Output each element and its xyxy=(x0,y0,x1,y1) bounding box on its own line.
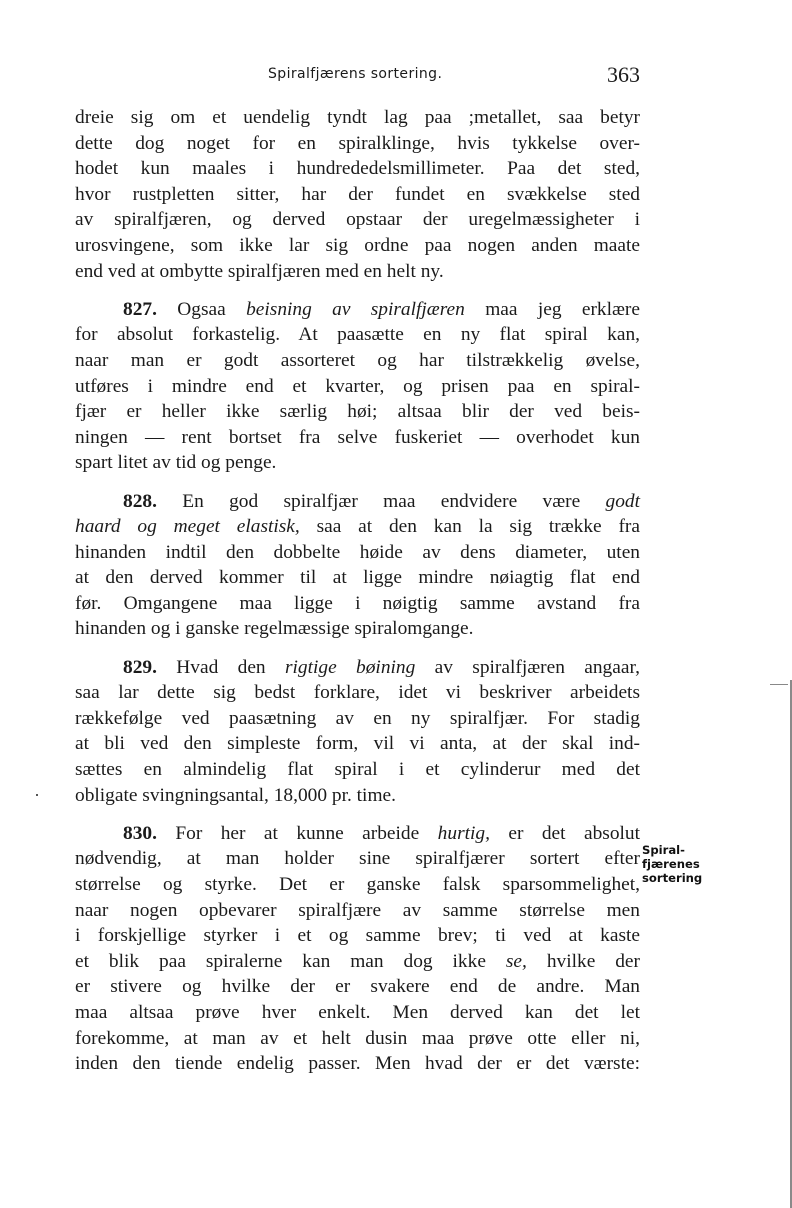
emphasis: hurtig, xyxy=(437,822,490,844)
text-run: at den derved kommer til at ligge mindre nøiagtig flat end xyxy=(75,567,640,589)
text-line xyxy=(75,489,640,515)
text-run: En god spiralfjær maa endvidere være xyxy=(156,490,606,512)
text-run: saa at den kan la sig trække fra xyxy=(299,516,640,538)
text-line xyxy=(75,949,640,975)
text-run: ningen — rent bortset fra selve fuskeriet — overhodet kun xyxy=(75,426,640,448)
text-run: før. Omgangene maa ligge i nøigtig samme avstand fra xyxy=(75,592,640,614)
emphasis: beisning av spiralfjæren xyxy=(246,298,465,320)
text-line xyxy=(75,680,640,706)
text-run: spart litet av tid og penge. xyxy=(75,452,277,474)
text-run: sættes en almindelig flat spiral i et cylinderur med det xyxy=(75,759,640,781)
text-run: fjær er heller ikke særlig høi; altsaa blir der ved beis- xyxy=(75,401,640,423)
text-run: maa jeg erklære xyxy=(464,298,640,320)
text-line xyxy=(75,821,640,847)
section-number: 827. xyxy=(123,298,157,320)
emphasis: rigtige bøining xyxy=(284,656,416,678)
text-line xyxy=(75,233,640,259)
text-run: obligate svingningsantal, 18,000 pr. time. xyxy=(75,784,396,806)
text-run: hvor rustpletten sitter, har der fundet en svækkelse sted xyxy=(75,183,640,205)
text-run: er det absolut xyxy=(489,822,641,844)
text-run: nødvendig, at man holder sine spiralfjærer sortert efter xyxy=(75,848,640,870)
text-line xyxy=(75,374,640,400)
text-line xyxy=(75,297,640,323)
text-run: et blik paa spiralerne kan man dog ikke xyxy=(75,950,506,972)
text-line xyxy=(75,514,640,540)
text-line xyxy=(75,846,640,872)
paragraph xyxy=(75,821,640,1077)
text-line xyxy=(75,706,640,732)
scan-mark xyxy=(770,684,788,685)
running-header xyxy=(0,62,792,92)
text-run: inden den tiende endelig passer. Men hvad der er det værste: xyxy=(75,1053,640,1075)
text-line xyxy=(75,591,640,617)
text-line xyxy=(75,565,640,591)
text-run: størrelse og styrke. Det er ganske falsk sparsommelighet, xyxy=(75,874,640,895)
text-line xyxy=(75,1026,640,1052)
text-line xyxy=(75,1000,640,1026)
text-line xyxy=(75,540,640,566)
text-run: av spiralfjæren angaar, xyxy=(415,656,640,678)
text-run: dreie sig om et uendelig tyndt lag paa ;metallet, saa betyr xyxy=(75,107,640,128)
text-line xyxy=(75,655,640,681)
text-run: hinanden indtil den dobbelte høide av dens diameter, uten xyxy=(75,541,640,563)
section-number: 829. xyxy=(123,656,157,678)
text-run: utføres i mindre end et kvarter, og prisen paa en spiral- xyxy=(75,375,640,397)
text-run: rækkefølge ved paasætning av en ny spiralfjær. For stadig xyxy=(75,707,640,729)
text-run: naar nogen opbevarer spiralfjære av samme størrelse men xyxy=(75,899,640,921)
text-run: av spiralfjæren, og derved opstaar der uregelmæssigheter i xyxy=(75,209,640,231)
paragraph-gap xyxy=(75,808,640,821)
paragraph-gap xyxy=(75,284,640,297)
text-run: hinanden og i ganske regelmæssige spiralomgange. xyxy=(75,618,474,640)
text-line xyxy=(75,450,640,476)
text-run: for absolut forkastelig. At paasætte en ny flat spiral kan, xyxy=(75,324,640,346)
text-run: Hvad den xyxy=(156,656,285,678)
paragraph-gap xyxy=(75,642,640,655)
text-run: naar man er godt assorteret og har tilstrækkelig øvelse, xyxy=(75,349,640,371)
paragraph xyxy=(75,489,640,643)
paragraph xyxy=(75,297,640,476)
text-run: Ogsaa xyxy=(156,298,247,320)
text-line xyxy=(75,731,640,757)
text-run: end ved at ombytte spiralfjæren med en helt ny. xyxy=(75,260,444,282)
text-line xyxy=(75,105,640,131)
text-run: er stivere og hvilke der er svakere end de andre. Man xyxy=(75,976,640,998)
text-line xyxy=(75,783,640,809)
text-line xyxy=(75,131,640,157)
text-line xyxy=(75,616,640,642)
scan-mark xyxy=(36,794,38,796)
text-line xyxy=(75,923,640,949)
margin-note xyxy=(642,843,718,885)
section-number: 828. xyxy=(123,490,157,512)
text-run: at bli ved den simpleste form, vil vi anta, at der skal ind- xyxy=(75,733,640,755)
margin-note-line: sortering xyxy=(642,871,703,885)
text-line xyxy=(75,757,640,783)
running-title: Spiralfjærens sortering. xyxy=(268,66,443,82)
body-text xyxy=(75,105,640,1077)
text-line xyxy=(75,872,640,898)
page-number: 363 xyxy=(607,62,640,87)
text-line xyxy=(75,259,640,285)
text-line xyxy=(75,348,640,374)
paragraph xyxy=(75,655,640,809)
section-number: 830. xyxy=(123,822,157,844)
text-line xyxy=(75,425,640,451)
text-line xyxy=(75,182,640,208)
text-line xyxy=(75,1051,640,1077)
emphasis: haard og meget elastisk, xyxy=(75,516,300,538)
text-line xyxy=(75,322,640,348)
emphasis: se, xyxy=(505,950,527,972)
margin-note-line: fjærenes xyxy=(642,857,700,871)
text-run: maa altsaa prøve hver enkelt. Men derved kan det let xyxy=(75,1001,640,1023)
paragraph xyxy=(75,105,640,284)
text-line xyxy=(75,207,640,233)
text-run: hvilke der xyxy=(526,950,640,972)
text-line xyxy=(75,898,640,924)
text-run: urosvingene, som ikke lar sig ordne paa nogen anden maate xyxy=(75,234,640,256)
emphasis: godt xyxy=(605,490,640,512)
text-line xyxy=(75,156,640,182)
paragraph-gap xyxy=(75,476,640,489)
text-line xyxy=(75,399,640,425)
text-run: i forskjellige styrker i et og samme brev; ti ved at kaste xyxy=(75,925,640,947)
text-run: dette dog noget for en spiralklinge, hvis tykkelse over- xyxy=(75,132,640,154)
text-run: forekomme, at man av et helt dusin maa prøve otte eller ni, xyxy=(75,1027,640,1049)
text-line xyxy=(75,974,640,1000)
text-run: hodet kun maales i hundrededelsmillimeter. Paa det sted, xyxy=(75,158,640,180)
margin-note-line: Spiral- xyxy=(642,843,685,857)
text-run: For her at kunne arbeide xyxy=(156,822,438,844)
text-run: saa lar dette sig bedst forklare, idet vi beskriver arbeidets xyxy=(75,682,640,704)
